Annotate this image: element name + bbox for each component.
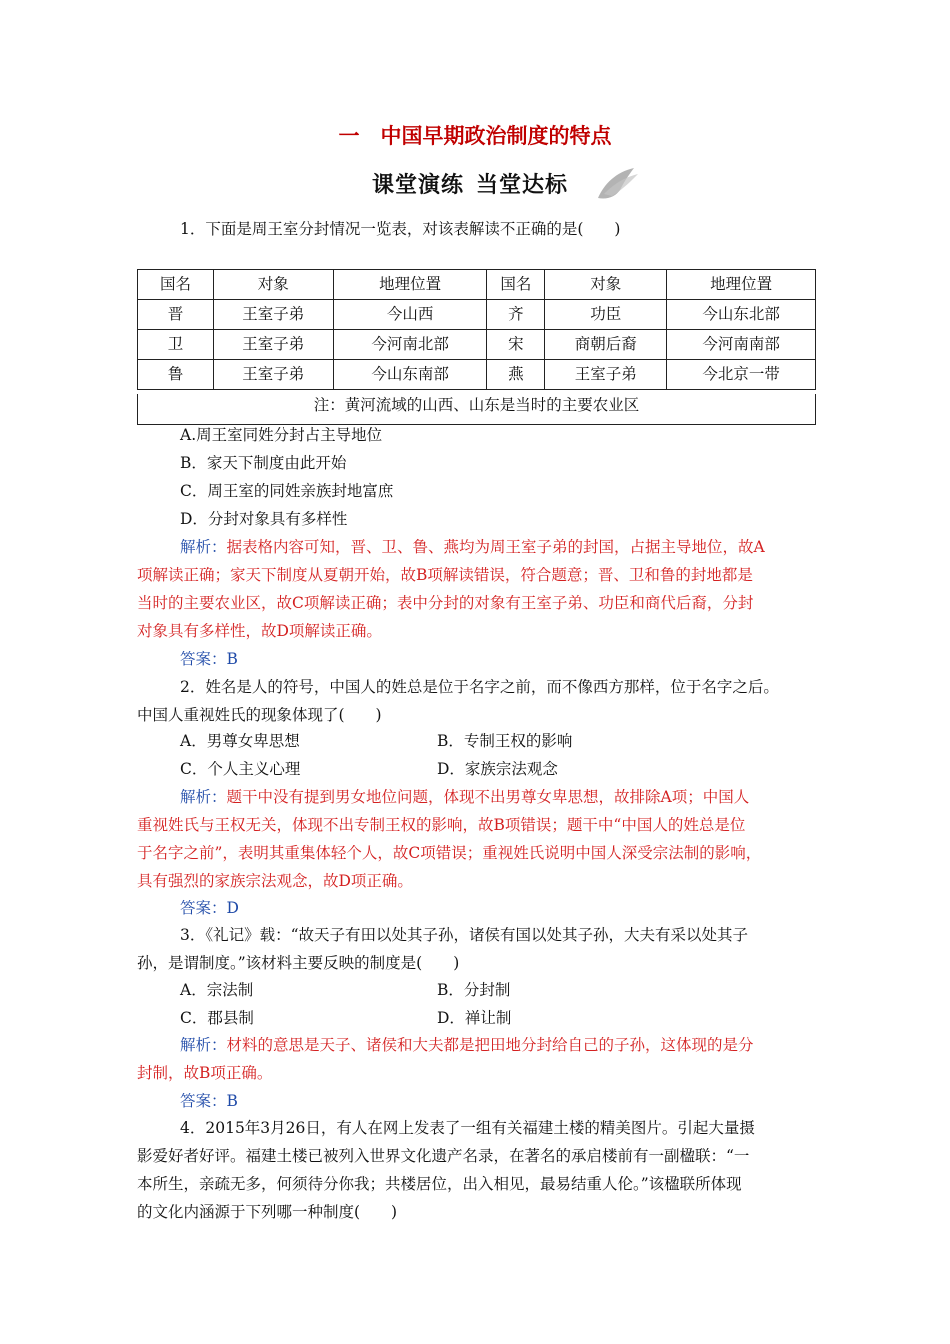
q2-stem-line: 2．姓名是人的符号，中国人的姓总是位于名字之前，而不像西方那样，位于名字之后。 [180,678,779,696]
table-cell: 今河南北部 [333,330,487,360]
table-note: 注：黄河流域的山西、山东是当时的主要农业区 [137,394,816,425]
q3-answer: 答案：B [180,1092,238,1110]
table-row [138,300,816,330]
q3-option-c: C．郡县制 [180,1009,254,1027]
q2-stem-line: 中国人重视姓氏的现象体现了( ) [137,706,382,724]
table-header-cell: 地理位置 [667,270,816,300]
q1-stem: 1．下面是周王室分封情况一览表，对该表解读不正确的是( ) [180,220,621,238]
q1-option-c: C．周王室的同姓亲族封地富庶 [180,482,394,500]
table-cell: 商朝后裔 [545,330,667,360]
table-row [138,360,816,390]
q2-analysis-line: 具有强烈的家族宗法观念，故D项正确。 [137,872,413,890]
table-cell: 王室子弟 [213,330,333,360]
q2-analysis-line: 重视姓氏与王权无关，体现不出专制王权的影响，故B项错误；题干中“中国人的姓总是位 [137,816,746,834]
banner-text [372,168,568,199]
banner-part1: 课堂演练 [372,173,465,198]
table-cell: 齐 [487,300,545,330]
q1-analysis-line: 对象具有多样性，故D项解读正确。 [137,622,382,640]
table-header-cell: 地理位置 [333,270,487,300]
table-cell: 晋 [138,300,214,330]
q2-option-d: D．家族宗法观念 [437,760,558,778]
analysis-label: 解析： [180,1036,227,1054]
table-cell: 王室子弟 [545,360,667,390]
q2-answer: 答案：D [180,899,239,917]
table-cell: 燕 [487,360,545,390]
q2-option-c: C．个人主义心理 [180,760,301,778]
page-title: 一 中国早期政治制度的特点 [338,124,612,148]
q3-stem-line: 3．《礼记》载：“故天子有田以处其子孙，诸侯有国以处其子孙，大夫有采以处其子 [180,926,749,944]
table-cell: 今山东北部 [667,300,816,330]
q1-analysis-line: 解析：据表格内容可知，晋、卫、鲁、燕均为周王室子弟的封国，占据主导地位，故A [180,538,765,556]
table-cell: 今河南南部 [667,330,816,360]
table-cell: 鲁 [138,360,214,390]
q3-analysis-line: 解析：材料的意思是天子、诸侯和大夫都是把田地分封给自己的子孙，这体现的是分 [180,1036,754,1054]
table-header-cell: 国名 [138,270,214,300]
q1-option-a: A.周王室同姓分封占主导地位 [180,426,383,444]
q4-stem-line: 影爱好者好评。福建土楼已被列入世界文化遗产名录，在著名的承启楼前有一副楹联：“一 [137,1147,750,1165]
q3-option-b: B．分封制 [437,981,511,999]
table-header-cell: 国名 [487,270,545,300]
q1-option-d: D．分封对象具有多样性 [180,510,348,528]
table-header-cell: 对象 [545,270,667,300]
q2-analysis-line: 于名字之前”，表明其重集体轻个人，故C项错误；重视姓氏说明中国人深受宗法制的影响， [137,844,762,862]
analysis-label: 解析： [180,538,227,556]
q2-analysis-line: 解析：题干中没有提到男女地位问题，体现不出男尊女卑思想，故排除A项；中国人 [180,788,750,806]
table-row [138,330,816,360]
fengfeng-table [137,269,816,390]
section-banner [372,162,642,204]
q1-analysis-line: 当时的主要农业区，故C项解读正确；表中分封的对象有王室子弟、功臣和商代后裔，分封 [137,594,754,612]
table-cell: 王室子弟 [213,360,333,390]
q4-stem-line: 4．2015年3月26日，有人在网上发表了一组有关福建土楼的精美图片。引起大量摄 [180,1119,755,1137]
q3-option-a: A．宗法制 [180,981,254,999]
q4-stem-line: 的文化内涵源于下列哪一种制度( ) [137,1203,398,1221]
table-cell: 卫 [138,330,214,360]
brush-stroke-icon [594,164,642,204]
table-cell: 今山东南部 [333,360,487,390]
q3-analysis-line: 封制，故B项正确。 [137,1064,273,1082]
table-cell: 宋 [487,330,545,360]
q3-stem-line: 孙，是谓制度。”该材料主要反映的制度是( ) [137,954,460,972]
table-cell: 今山西 [333,300,487,330]
table-cell: 功臣 [545,300,667,330]
table-header-cell: 对象 [213,270,333,300]
q4-stem-line: 本所生，亲疏无多，何须待分你我；共楼居位，出入相见，最易结重人伦。”该楹联所体现 [137,1175,742,1193]
banner-part2: 当堂达标 [476,173,569,198]
q1-option-b: B．家天下制度由此开始 [180,454,347,472]
table-header-row [138,270,816,300]
q2-option-b: B．专制王权的影响 [437,732,573,750]
table-cell: 今北京一带 [667,360,816,390]
table-cell: 王室子弟 [213,300,333,330]
q3-option-d: D．禅让制 [437,1009,512,1027]
q1-answer: 答案：B [180,650,238,668]
analysis-label: 解析： [180,788,227,806]
q2-option-a: A．男尊女卑思想 [180,732,300,750]
q1-analysis-line: 项解读正确；家天下制度从夏朝开始，故B项解读错误，符合题意；晋、卫和鲁的封地都是 [137,566,753,584]
